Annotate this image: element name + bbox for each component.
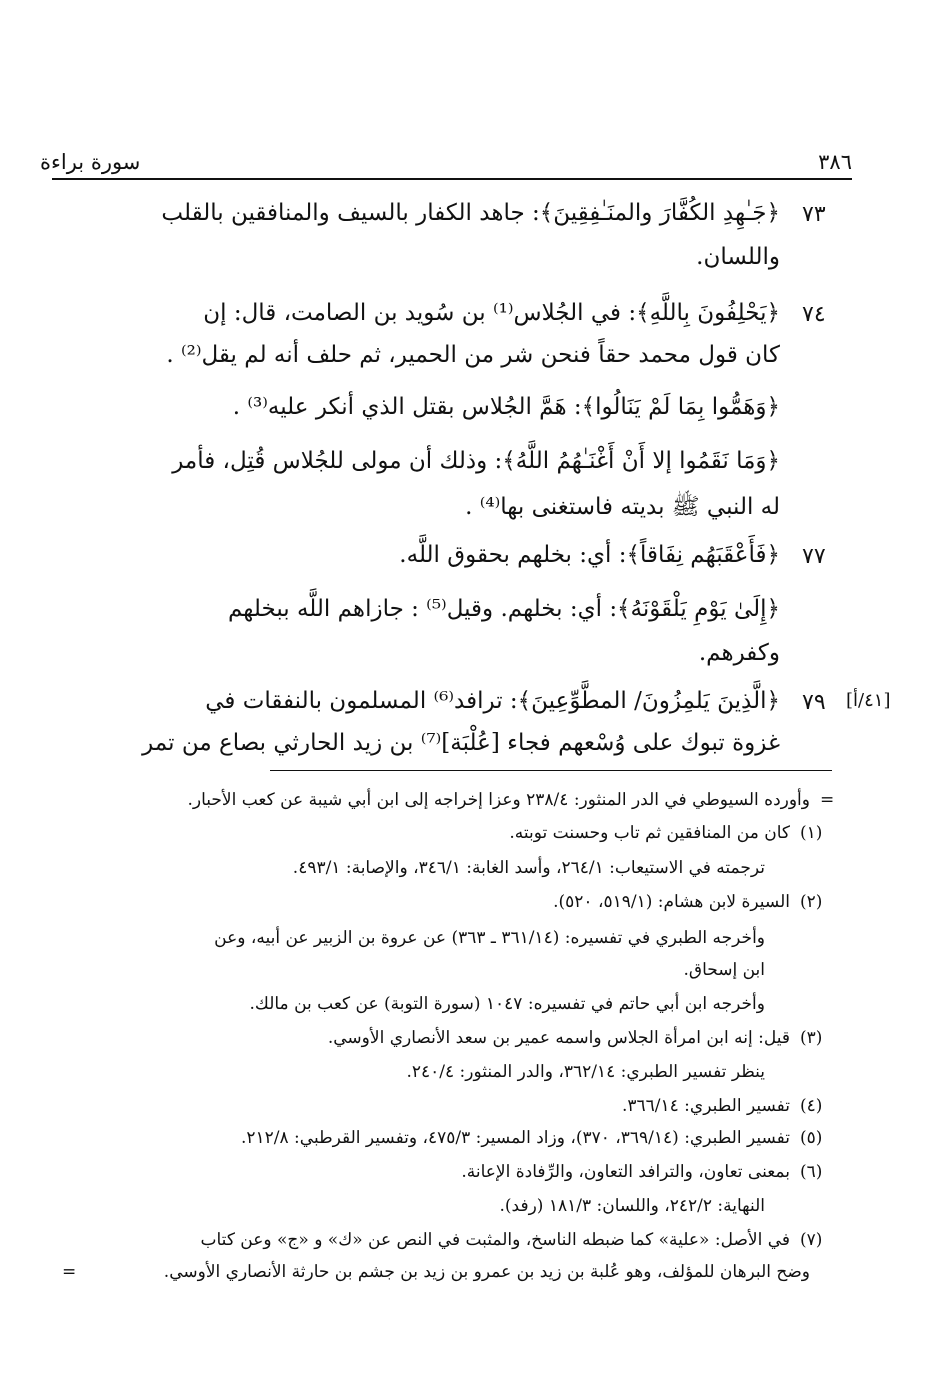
footnote-line: تفسير الطبري: ٣٦٦/١٤. bbox=[621, 1096, 790, 1116]
footnote-mark: (٧) bbox=[800, 1230, 823, 1250]
footnote-line: وأورده السيوطي في الدر المنثور: ٢٣٨/٤ وعزا إخراجه إلى ابن أبي شيبة عن كعب الأحبار. bbox=[187, 790, 810, 810]
footnote-mark: (١) bbox=[800, 823, 823, 843]
body-line: ﴿إِلَىٰ يَوْمِ يَلْقَوْنَهُ﴾: أي: بخلهم. وقيل⁽⁵⁾ : جازاهم اللَّه ببخلهم bbox=[227, 596, 780, 622]
body-line: ﴿الَّذِينَ يَلمِزُونَ/ المطَّوِّعِينَ﴾: ترافد⁽⁶⁾ المسلمون بالنفقات في bbox=[205, 688, 780, 714]
manuscript-folio-marker: [٤١/أ] bbox=[846, 690, 891, 711]
footnote-line: بمعنى تعاون، والترافد التعاون، والرِّفادة الإعانة. bbox=[461, 1162, 790, 1182]
footnote-line: وأخرجه ابن أبي حاتم في تفسيره: ١٠٤٧ (سورة التوبة) عن كعب بن مالك. bbox=[249, 994, 765, 1014]
footnote-line: وضح البرهان للمؤلف، وهو عُلبة بن زيد بن عمرو بن زيد بن جشم بن حارثة الأنصاري الأوسي. bbox=[163, 1262, 810, 1282]
footnote-continuation-mark: = bbox=[62, 1262, 77, 1282]
verse-number: ٧٣ bbox=[802, 202, 826, 227]
verse-number: ٧٤ bbox=[802, 302, 826, 327]
footnote-line: السيرة لابن هشام: (٥١٩/١، ٥٢٠). bbox=[553, 892, 790, 912]
verse-number: ٧٧ bbox=[802, 544, 826, 569]
footnote-mark: (٤) bbox=[800, 1096, 823, 1116]
surah-title: سورة براءة bbox=[40, 150, 141, 174]
body-line: له النبي ﷺ بديته فاستغنى بها⁽⁴⁾ . bbox=[465, 494, 780, 520]
verse-number: ٧٩ bbox=[802, 690, 826, 715]
footnote-mark: = bbox=[820, 790, 835, 810]
footnote-separator bbox=[270, 770, 832, 771]
footnote-mark: (٢) bbox=[800, 892, 823, 912]
footnote-line: ابن إسحاق. bbox=[683, 960, 765, 980]
body-line: كان قول محمد حقاً فنحن شر من الحمير، ثم حلف أنه لم يقل⁽²⁾ . bbox=[166, 342, 780, 368]
footnote-line: قيل: إنه ابن امرأة الجلاس واسمه عمير بن سعد الأنصاري الأوسي. bbox=[327, 1028, 790, 1048]
page-number: ٣٨٦ bbox=[818, 150, 852, 174]
footnote-line: وأخرجه الطبري في تفسيره: (٣٦١/١٤ ـ ٣٦٣) عن عروة بن الزبير عن أبيه، وعن bbox=[214, 928, 765, 948]
body-line: واللسان. bbox=[696, 244, 780, 270]
footnote-line: النهاية: ٢٤٢/٢، واللسان: ١٨١/٣ (رفد). bbox=[499, 1196, 765, 1216]
body-line: ﴿وَمَا نَقَمُوا إلا أَنْ أَغْنَـٰهُمُ اللَّهُ﴾: وذلك أن مولى للجُلاس قُتِل، فأمر bbox=[172, 448, 780, 474]
footnote-line: في الأصل: «علية» كما ضبطه الناسخ، والمثبت في النص عن «ك» و «ج» وعن كتاب bbox=[200, 1230, 790, 1250]
footnote-mark: (٥) bbox=[800, 1128, 823, 1148]
body-line: ﴿يَحْلِفُونَ بِاللَّهِ﴾: في الجُلاس⁽¹⁾ بن سُويد بن الصامت، قال: إن bbox=[203, 300, 780, 326]
footnote-line: ترجمته في الاستيعاب: ٢٦٤/١، وأسد الغابة: ٣٤٦/١، والإصابة: ٤٩٣/١. bbox=[292, 858, 765, 878]
footnote-line: تفسير الطبري: (٣٦٩/١٤، ٣٧٠)، وزاد المسير: ٤٧٥/٣، وتفسير القرطبي: ٢١٢/٨. bbox=[240, 1128, 790, 1148]
body-line: وكفرهم. bbox=[698, 640, 780, 666]
body-line: ﴿فَأَعْقَبَهُم نِفَاقاً﴾: أي: بخلهم بحقوق اللَّه. bbox=[399, 542, 780, 568]
footnote-mark: (٣) bbox=[800, 1028, 823, 1048]
footnote-line: كان من المنافقين ثم تاب وحسنت توبته. bbox=[509, 823, 790, 843]
footnote-line: ينظر تفسير الطبري: ٣٦٢/١٤، والدر المنثور: ٢٤٠/٤. bbox=[406, 1062, 765, 1082]
body-line: ﴿جَـٰهِدِ الكُفَّارَ والمنَـٰفِقِينَ﴾: جاهد الكفار بالسيف والمنافقين بالقلب bbox=[161, 200, 780, 226]
header-rule bbox=[52, 178, 852, 180]
body-line: ﴿وَهَمُّوا بِمَا لَمْ يَنَالُوا﴾: هَمَّ الجُلاس بقتل الذي أنكر عليه⁽³⁾ . bbox=[232, 394, 780, 420]
body-line: غزوة تبوك على وُسْعهم فجاء [عُلْبَة]⁽⁷⁾ بن زيد الحارثي بصاع من تمر bbox=[142, 730, 780, 756]
footnote-mark: (٦) bbox=[800, 1162, 823, 1182]
